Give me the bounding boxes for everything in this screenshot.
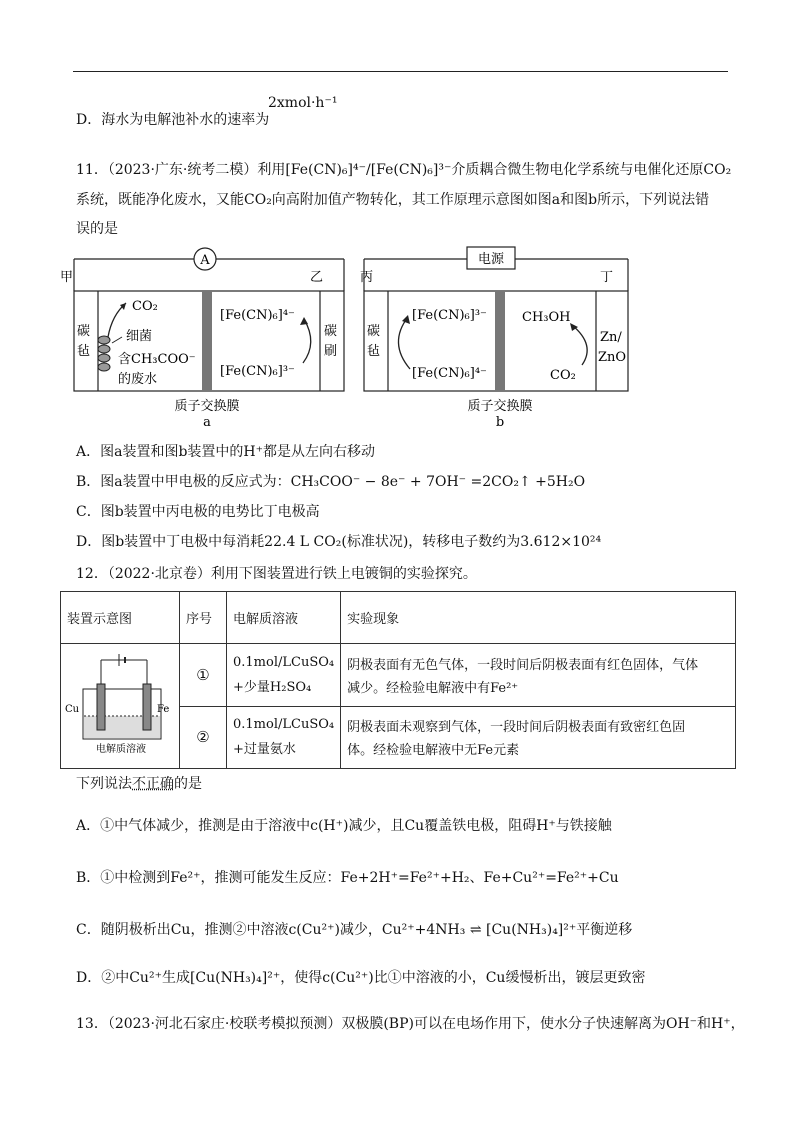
apparatus-fe-label: Fe [157,704,170,715]
q12-option-c: C．随阴极析出Cu，推测②中溶液c(Cu²⁺)减少，Cu²⁺+4NH₃ ⇌ [Cu(NH₃)₄]²⁺平衡逆移 [76,922,633,938]
row1-phenomenon [341,644,736,707]
row1-phenomenon-line1: 阴极表面有无色气体，一段时间后阴极表面有红色固体，气体 [347,657,699,673]
header-apparatus: 装置示意图 [61,592,180,644]
apparatus-solution-label: 电解质溶液 [96,744,146,755]
fig-b-electrode-1: Zn/ [600,330,622,345]
proton-exchange-membrane-b [495,291,505,391]
fig-a-wastewater-2: 的废水 [118,372,158,387]
power-source-label: 电源 [477,252,505,267]
fe-electrode [143,684,151,730]
fig-a-left-label: 甲 [60,270,74,285]
table-row [61,644,736,707]
q12-question-emphasis: 不正确 [132,776,174,792]
fig-a-ion-bottom: [Fe(CN)₆]³⁻ [220,364,295,379]
row1-solution-line2: +少量H₂SO₄ [233,679,312,695]
fig-a-right-label: 乙 [310,270,324,285]
header-phenomenon: 实验现象 [341,592,736,644]
q11-option-b: B．图a装置中甲电极的反应式为：CH₃COO⁻ − 8e⁻ + 7OH⁻ =2CO₂↑ +5H₂O [76,474,586,490]
q12-question-pre: 下列说法 [76,776,132,792]
fig-b-left-label: 丙 [360,270,374,285]
row1-solution-line1: 0.1mol/LCuSO₄ [233,654,335,670]
row2-phenomenon-line2: 体。经检验电解液中无Fe元素 [347,743,520,759]
q11-option-d: D．图b装置中丁电极中每消耗22.4 L CO₂(标准状况)，转移电子数约为3.612×10²⁴ [76,534,602,550]
q11-stem-line2: 系统，既能净化废水，又能CO₂向高附加值产物转化，其工作原理示意图如图a和图b所示，下列说法错 [76,192,710,208]
row2-phenomenon-line1: 阴极表面未观察到气体，一段时间后阴极表面有致密红色固 [347,720,686,736]
fig-a-bacteria: 细菌 [126,329,153,344]
fig-a-membrane-label: 质子交换膜 [174,399,240,414]
row1-number: ① [180,644,227,707]
q12-question [76,774,202,794]
q11-option-a: A．图a装置和图b装置中的H⁺都是从左向右移动 [76,444,376,460]
q13-stem-line1: 13．（2023·河北石家庄·校联考模拟预测）双极膜(BP)可以在电场作用下，使水分子快速解离为OH⁻和H⁺， [76,1016,745,1032]
header-number: 序号 [180,592,227,644]
fig-b-product: CH₃OH [522,310,571,325]
row2-solution-line2: +过量氨水 [233,742,296,758]
fig-a-felt-1: 碳 [77,324,91,339]
fig-b-ion-top: [Fe(CN)₆]³⁻ [412,308,487,323]
prev-option-d-text: D．海水为电解池补水的速率为 [76,112,270,128]
fig-a-brush-1: 碳 [324,324,338,339]
cu-electrode [97,684,105,730]
fig-b-caption: b [495,415,505,430]
fig-a-wastewater-1: 含CH₃COO⁻ [118,352,196,367]
fig-a-brush-2: 刷 [324,344,338,359]
header-solution: 电解质溶液 [227,592,341,644]
q11-option-c: C．图b装置中丙电极的电势比丁电极高 [76,504,320,520]
apparatus-cell [61,644,180,769]
q12-experiment-table [60,591,736,769]
fig-a-caption: a [203,415,211,430]
q12-option-d: D．②中Cu²⁺生成[Cu(NH₃)₄]²⁺，使得c(Cu²⁺)比①中溶液的小，Cu缓慢析出，镀层更致密 [76,970,646,986]
row2-solution-line1: 0.1mol/LCuSO₄ [233,717,335,733]
q12-stem: 12．（2022·北京卷）利用下图装置进行铁上电镀铜的实验探究。 [76,566,477,582]
fig-a-co2: CO₂ [132,299,158,314]
q12-option-b: B．①中检测到Fe²⁺，推测可能发生反应：Fe+2H⁺=Fe²⁺+H₂、Fe+Cu²⁺=Fe²⁺+Cu [76,870,619,886]
top-rule [73,71,728,72]
apparatus-diagram [61,644,179,764]
q11-stem-line1: 11．（2023·广东·统考二模）利用[Fe(CN)₆]⁴⁻/[Fe(CN)₆]³⁻介质耦合微生物电化学系统与电催化还原CO₂ [76,162,732,178]
apparatus-cu-label: Cu [65,704,80,715]
row2-phenomenon [341,706,736,769]
row2-number: ② [180,706,227,769]
q12-option-a: A．①中气体减少，推测是由于溶液中c(H⁺)减少，且Cu覆盖铁电极，阻碍H⁺与铁接触 [76,818,612,834]
fig-b-felt-2: 毡 [367,344,381,359]
prev-option-d [76,110,269,130]
fig-a-felt-2: 毡 [77,344,91,359]
q11-stem-line3: 误的是 [76,221,118,237]
prev-option-d-formula: 2xmol·h⁻¹ [268,95,338,111]
fig-b-felt-1: 碳 [367,324,381,339]
ammeter-label: A [200,253,210,268]
row1-solution [227,644,341,707]
figure-a [60,245,360,430]
row1-phenomenon-line2: 减少。经检验电解液中有Fe²⁺ [347,680,519,696]
fig-b-membrane-label: 质子交换膜 [467,399,533,414]
fig-b-reactant: CO₂ [550,368,576,383]
fig-b-electrode-2: ZnO [598,350,627,365]
row2-solution [227,706,341,769]
table-header-row [61,592,736,644]
fig-a-ion-top: [Fe(CN)₆]⁴⁻ [220,308,295,323]
q12-question-post: 的是 [174,776,202,792]
proton-exchange-membrane-a [202,291,212,391]
figure-b [350,245,640,430]
fig-b-ion-bottom: [Fe(CN)₆]⁴⁻ [412,366,487,381]
fig-b-right-label: 丁 [600,270,614,285]
